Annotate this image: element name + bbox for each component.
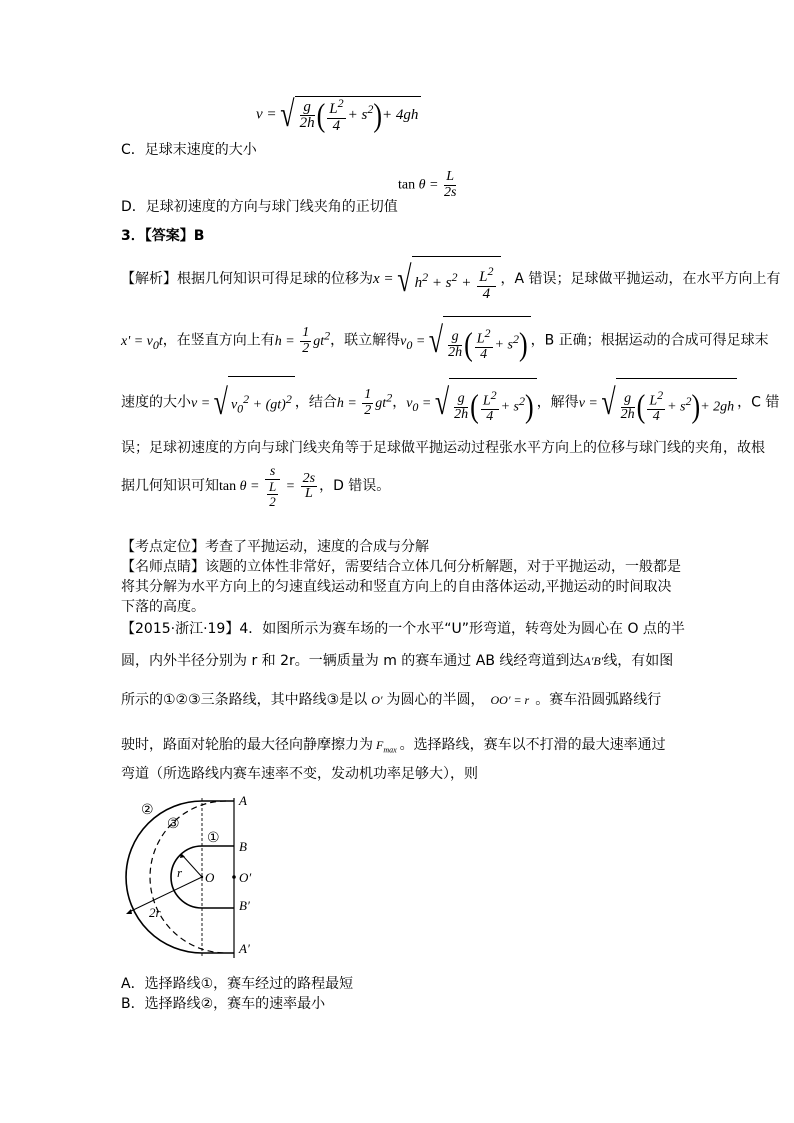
label-route-2: ②: [141, 802, 154, 818]
track-figure: [115, 790, 285, 960]
analysis-line-4: 误；足球初速度的方向与球门线夹角等于足球做平抛运动过程张水平方向上的位移与球门线的夹角，故根: [121, 440, 765, 456]
label-O-prime: O′: [239, 870, 252, 885]
mingshi-line-3: 下落的高度。: [121, 599, 205, 615]
label-O: O: [205, 870, 215, 885]
label-route-1: ①: [207, 830, 220, 846]
q4-line-2: 圆，内外半径分别为 r 和 2r。一辆质量为 m 的赛车通过 AB 线经弯道到达A′B′线，有如图: [121, 653, 674, 669]
mingshi-line-2: 将其分解为水平方向上的匀速直线运动和竖直方向上的自由落体运动,平抛运动的时间取决: [121, 579, 672, 595]
label-B: B: [239, 839, 247, 854]
q4-line-5: 弯道（所选路线内赛车速率不变，发动机功率足够大），则: [121, 766, 478, 782]
mingshi-line-1: 【名师点睛】该题的立体性非常好，需要结合立体几何分析解题，对于平抛运动，一般都是: [121, 559, 681, 575]
label-A-prime: A′: [239, 941, 250, 956]
q4-line-4: 驶时，路面对轮胎的最大径向静摩擦力为 $F_{max}$ 。选择路线，赛车以不打滑的最大速率通过: [121, 737, 666, 755]
analysis-line-1: 【解析】根据几何知识可得足球的位移为x = √ $h^2 + s^2$ + $\frac{L^2}{4}$ ，A 错误；足球做平抛运动，在水平方向上有: [121, 256, 781, 296]
analysis-line-5: 据几何知识可知tan θ = $\frac{s}{\frac{L}{2}}$ = $\frac{2s}{L}$ ，D 错误。: [121, 463, 391, 510]
label-2r: 2r: [149, 905, 161, 920]
route-3: [150, 801, 226, 953]
answer-heading: 3．【答案】B: [121, 228, 205, 244]
radius-r-arrow: [183, 856, 202, 877]
label-B-prime: B′: [239, 898, 250, 913]
q4-line-3: 所示的①②③三条路线，其中路线③是以 O′ 为圆心的半圆， OO′ = r 。赛车沿圆弧路线行: [121, 692, 662, 708]
option-d: D．足球初速度的方向与球门线夹角的正切值: [121, 199, 398, 215]
label-r: r: [177, 865, 183, 880]
kaodian: 【考点定位】考查了平抛运动，速度的合成与分解: [121, 539, 429, 555]
option-c: C．足球末速度的大小: [121, 142, 257, 158]
label-A: A: [239, 793, 247, 808]
option-b: B．选择路线②，赛车的速率最小: [121, 996, 326, 1012]
option-d-formula: tan θ = $\frac{L}{2s}$: [398, 169, 457, 200]
q4-line-1: 【2015·浙江·19】4．如图所示为赛车场的一个水平“U”形弯道，转弯处为圆心在 O 点的半: [121, 621, 685, 637]
analysis-line-2: $x' = v_0t$，在竖直方向上有h = $\frac{1}{2}$ $gt^2$，联立解得$v_0$ = √ $\frac{g}{2h}$ ( $\frac{L^2}{4}$ + $s^2$) ，B 正确；根据运动的合成可得足球末: [121, 313, 769, 357]
label-route-3: ③: [167, 816, 180, 832]
option-a: A．选择路线①，赛车经过的路程最短: [121, 976, 354, 992]
option-c-formula: v = √ $\frac{g}{2h}$ ( $\frac{L^2}{4}$ + $s^2)+ 4gh$: [256, 96, 421, 135]
analysis-line-3: 速度的大小v = √ $v_0^2 + (gt)^2$ ，结合h = $\frac{1}{2}$ $gt^2$，$v_0$ = √ $\frac{g}{2h}$ ( $\frac{L^2}{4}$ + $s^2$) ，解得v = √ $\frac{g}{2h}$ ( $\frac{L^2}{4}$ + $s^2)+ 2gh$ ，C 错: [121, 375, 779, 419]
